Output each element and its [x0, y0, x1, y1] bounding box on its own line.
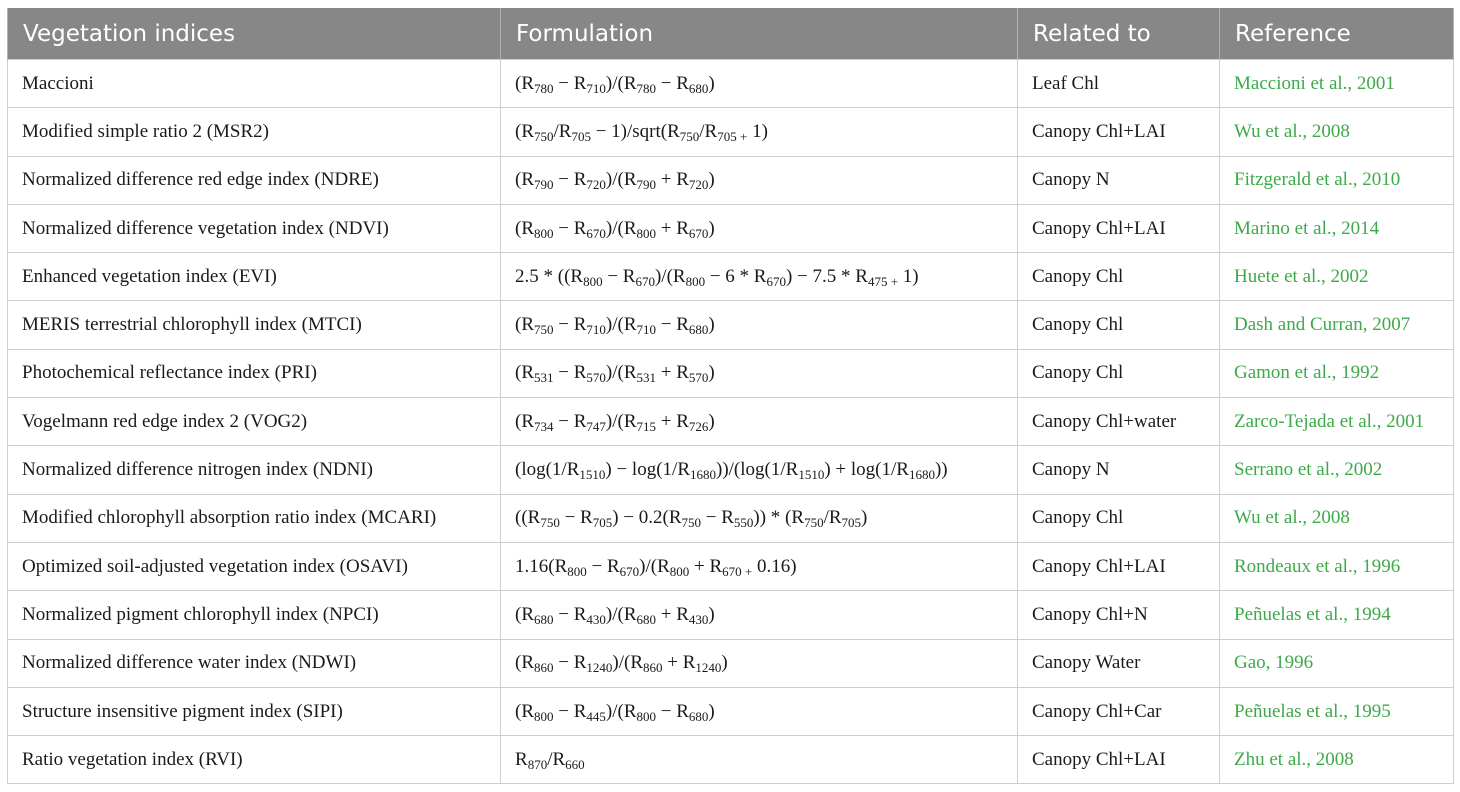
formula-text: ) [721, 652, 728, 674]
related-to-cell: Canopy N [1018, 156, 1220, 204]
formula-text: 0.16) [752, 555, 797, 577]
related-to-cell: Canopy Chl+N [1018, 591, 1220, 639]
formula-text: ) − 7.5 * R [785, 265, 868, 287]
formula-text: ))/(log(1/R [716, 459, 799, 481]
formula-subscript: 430 [586, 611, 606, 627]
formula-subscript: 705 [571, 128, 591, 144]
related-to-cell: Canopy Water [1018, 639, 1220, 687]
related-to-cell: Canopy Chl [1018, 349, 1220, 397]
formula-text: /R [823, 507, 842, 529]
reference-link[interactable]: Wu et al., 2008 [1220, 108, 1454, 156]
table-row [8, 736, 1454, 784]
formula-subscript: 800 [534, 225, 554, 241]
related-to-cell: Canopy Chl+LAI [1018, 204, 1220, 252]
formula-text: (R [515, 217, 534, 239]
formula-subscript: 780 [636, 80, 656, 96]
formula-text: )/(R [605, 603, 637, 625]
formula-subscript: 670 [635, 273, 655, 289]
formula-text: ) [708, 362, 715, 384]
formula-subscript: 430 [688, 611, 709, 627]
formula-text: )) * (R [753, 507, 805, 529]
table-row [8, 591, 1454, 639]
formulation-cell [501, 60, 1018, 108]
table-row [8, 687, 1454, 735]
formula-text: ) [708, 410, 715, 432]
formula-subscript: 780 [534, 80, 554, 96]
formula-text: (R [515, 700, 534, 722]
table-row [8, 60, 1454, 108]
table-row [8, 349, 1454, 397]
formula-subscript: 726 [688, 418, 709, 434]
formula-subscript: 860 [534, 660, 554, 676]
formula-text: /R [547, 748, 566, 770]
formula-subscript: 860 [643, 660, 663, 676]
formula-text: /R [553, 120, 572, 142]
formula-subscript: 800 [636, 708, 656, 724]
formula-text: )/(R [605, 700, 637, 722]
formula-text: 1.16(R [515, 555, 568, 577]
formula-subscript: 720 [688, 177, 709, 193]
formula-subscript: 710 [636, 322, 656, 338]
formula-text: )/(R [605, 314, 637, 336]
formula-text: 1) [747, 120, 768, 142]
table-row [8, 156, 1454, 204]
formula-subscript: 750 [540, 515, 560, 531]
formulation-cell [501, 687, 1018, 735]
reference-link[interactable]: Fitzgerald et al., 2010 [1220, 156, 1454, 204]
reference-link[interactable]: Maccioni et al., 2001 [1220, 60, 1454, 108]
formulation-cell [501, 446, 1018, 494]
formula-subscript: 800 [534, 708, 554, 724]
formula-subscript: 710 [586, 322, 606, 338]
formulation-cell [501, 542, 1018, 590]
formula-text: (log(1/R [515, 459, 580, 481]
formula-subscript: 445 [586, 708, 606, 724]
related-to-cell: Canopy N [1018, 446, 1220, 494]
reference-link[interactable]: Zhu et al., 2008 [1220, 736, 1454, 784]
formula-text: ) [708, 217, 715, 239]
formulation-cell [501, 591, 1018, 639]
formula-text: − R [701, 507, 734, 529]
formula-text: ) [708, 72, 715, 94]
formula-subscript: 750 [681, 515, 702, 531]
index-name-cell: Vogelmann red edge index 2 (VOG2) [8, 398, 501, 446]
formula-text: − R [656, 314, 689, 336]
formula-text: ) [708, 700, 715, 722]
formula-subscript: 800 [567, 563, 587, 579]
related-to-cell: Canopy Chl [1018, 494, 1220, 542]
reference-link[interactable]: Peñuelas et al., 1994 [1220, 591, 1454, 639]
formula-text: )/(R [639, 555, 670, 577]
formula-text: 1) [898, 265, 919, 287]
formula-subscript: 870 [527, 756, 548, 772]
formula-text: + R [689, 555, 723, 577]
header-formulation: Formulation [501, 8, 1018, 60]
formulation-cell [501, 639, 1018, 687]
table-row [8, 301, 1454, 349]
table-row [8, 108, 1454, 156]
reference-link[interactable]: Gamon et al., 1992 [1220, 349, 1454, 397]
formula-subscript: 660 [565, 756, 585, 772]
formulation-cell [501, 398, 1018, 446]
reference-link[interactable]: Marino et al., 2014 [1220, 204, 1454, 252]
formula-text: ) [708, 603, 715, 625]
formula-text: )/(R [605, 362, 637, 384]
formula-text: − R [586, 555, 620, 577]
related-to-cell: Canopy Chl+Car [1018, 687, 1220, 735]
formula-subscript: 680 [688, 708, 709, 724]
formula-subscript: 750 [804, 515, 824, 531]
formulation-cell [501, 156, 1018, 204]
formula-subscript: 680 [636, 611, 656, 627]
formula-text: /R [699, 120, 718, 142]
formula-text: ) − 0.2(R [612, 507, 682, 529]
reference-link[interactable]: Gao, 1996 [1220, 639, 1454, 687]
reference-link[interactable]: Serrano et al., 2002 [1220, 446, 1454, 494]
header-related-to: Related to [1018, 8, 1220, 60]
formula-text: )) [934, 459, 948, 481]
header-reference: Reference [1220, 8, 1454, 60]
reference-link[interactable]: Zarco-Tejada et al., 2001 [1220, 398, 1454, 446]
formula-text: (R [515, 603, 534, 625]
related-to-cell: Canopy Chl+water [1018, 398, 1220, 446]
formula-subscript: 800 [636, 225, 656, 241]
formula-text: + R [656, 410, 689, 432]
formula-text: ) [861, 507, 868, 529]
index-name-cell: Normalized difference vegetation index (NDVI) [8, 204, 501, 252]
index-name-cell: Normalized difference red edge index (NDRE) [8, 156, 501, 204]
index-name-cell: Maccioni [8, 60, 501, 108]
index-name-cell: Modified simple ratio 2 (MSR2) [8, 108, 501, 156]
formula-subscript: 1510 [798, 467, 825, 483]
formula-text: (R [515, 362, 534, 384]
formula-text: − 1)/sqrt(R [590, 120, 680, 142]
related-to-cell: Leaf Chl [1018, 60, 1220, 108]
formula-subscript: 570 [688, 370, 709, 386]
formula-text: − R [602, 265, 636, 287]
formula-text: − R [553, 652, 587, 674]
reference-link[interactable]: Rondeaux et al., 1996 [1220, 542, 1454, 590]
formula-subscript: 750 [534, 322, 554, 338]
formula-subscript: 1240 [586, 660, 613, 676]
formula-text: (R [515, 410, 534, 432]
formula-subscript: 705 + [717, 128, 748, 144]
formulation-cell [501, 301, 1018, 349]
formula-text: )/(R [654, 265, 686, 287]
formula-subscript: 1240 [695, 660, 722, 676]
index-name-cell: Optimized soil-adjusted vegetation index (OSAVI) [8, 542, 501, 590]
formula-text: + R [656, 603, 689, 625]
formula-text: − R [656, 700, 689, 722]
formula-text: − R [553, 72, 587, 94]
formula-text: + R [656, 217, 689, 239]
formula-subscript: 680 [688, 322, 709, 338]
formula-text: − R [656, 72, 689, 94]
formula-text: − 6 * R [705, 265, 767, 287]
formula-text: − R [553, 217, 587, 239]
formula-subscript: 747 [586, 418, 606, 434]
table-row [8, 204, 1454, 252]
formula-text: − R [553, 410, 587, 432]
formula-subscript: 715 [636, 418, 656, 434]
index-name-cell: Ratio vegetation index (RVI) [8, 736, 501, 784]
formula-subscript: 790 [636, 177, 656, 193]
related-to-cell: Canopy Chl [1018, 301, 1220, 349]
formula-text: − R [553, 362, 587, 384]
formula-subscript: 720 [586, 177, 606, 193]
formulation-cell [501, 108, 1018, 156]
formula-subscript: 705 [841, 515, 862, 531]
table-row [8, 639, 1454, 687]
index-name-cell: MERIS terrestrial chlorophyll index (MTCI) [8, 301, 501, 349]
related-to-cell: Canopy Chl+LAI [1018, 736, 1220, 784]
formulation-cell [501, 253, 1018, 301]
formula-text: )/(R [605, 169, 637, 191]
reference-link[interactable]: Huete et al., 2002 [1220, 253, 1454, 301]
table-row [8, 253, 1454, 301]
index-name-cell: Normalized difference nitrogen index (NDNI) [8, 446, 501, 494]
table-row [8, 542, 1454, 590]
formula-text: (R [515, 72, 534, 94]
formula-subscript: 680 [534, 611, 554, 627]
formula-text: + R [662, 652, 696, 674]
table-row [8, 398, 1454, 446]
formula-text: )/(R [605, 72, 637, 94]
formula-subscript: 550 [733, 515, 754, 531]
table-body [8, 60, 1454, 784]
formula-text: (R [515, 120, 534, 142]
formula-text: (R [515, 652, 534, 674]
formula-subscript: 710 [586, 80, 606, 96]
reference-link[interactable]: Dash and Curran, 2007 [1220, 301, 1454, 349]
formula-subscript: 670 [688, 225, 709, 241]
formula-subscript: 570 [586, 370, 606, 386]
table-header [8, 8, 1454, 60]
formula-subscript: 670 [586, 225, 606, 241]
formulation-cell [501, 349, 1018, 397]
formula-subscript: 531 [534, 370, 554, 386]
formula-text: − R [553, 314, 587, 336]
formula-text: + R [656, 169, 689, 191]
header-row [8, 8, 1454, 60]
formula-subscript: 531 [636, 370, 656, 386]
formula-subscript: 750 [679, 128, 700, 144]
related-to-cell: Canopy Chl+LAI [1018, 542, 1220, 590]
index-name-cell: Modified chlorophyll absorption ratio index (MCARI) [8, 494, 501, 542]
vegetation-indices-table-container [7, 8, 1453, 784]
formulation-cell [501, 736, 1018, 784]
formula-text: − R [553, 169, 587, 191]
formulation-cell [501, 494, 1018, 542]
index-name-cell: Structure insensitive pigment index (SIPI) [8, 687, 501, 735]
formula-text: )/(R [605, 217, 637, 239]
formula-text: 2.5 * ((R [515, 265, 584, 287]
header-vegetation-indices: Vegetation indices [8, 8, 501, 60]
formula-text: ) + log(1/R [824, 459, 909, 481]
formula-subscript: 1510 [579, 467, 606, 483]
formula-text: R [515, 748, 528, 770]
reference-link[interactable]: Wu et al., 2008 [1220, 494, 1454, 542]
table-row [8, 494, 1454, 542]
formulation-cell [501, 204, 1018, 252]
index-name-cell: Normalized difference water index (NDWI) [8, 639, 501, 687]
formula-text: )/(R [605, 410, 637, 432]
formula-subscript: 800 [583, 273, 603, 289]
related-to-cell: Canopy Chl+LAI [1018, 108, 1220, 156]
formula-text: − R [553, 700, 587, 722]
formula-subscript: 680 [688, 80, 709, 96]
formula-text: ((R [515, 507, 541, 529]
related-to-cell: Canopy Chl [1018, 253, 1220, 301]
formula-subscript: 800 [685, 273, 706, 289]
formula-text: )/(R [612, 652, 643, 674]
formula-subscript: 1680 [690, 467, 716, 483]
reference-link[interactable]: Peñuelas et al., 1995 [1220, 687, 1454, 735]
formula-subscript: 670 + [722, 563, 753, 579]
vegetation-indices-table [7, 8, 1454, 784]
formula-text: ) [708, 314, 715, 336]
formula-text: − R [559, 507, 593, 529]
formula-subscript: 800 [669, 563, 690, 579]
formula-subscript: 670 [619, 563, 640, 579]
formula-text: (R [515, 314, 534, 336]
index-name-cell: Normalized pigment chlorophyll index (NPCI) [8, 591, 501, 639]
index-name-cell: Photochemical reflectance index (PRI) [8, 349, 501, 397]
formula-subscript: 1680 [908, 467, 935, 483]
formula-text: (R [515, 169, 534, 191]
formula-subscript: 475 + [867, 273, 899, 289]
index-name-cell: Enhanced vegetation index (EVI) [8, 253, 501, 301]
table-row [8, 446, 1454, 494]
formula-subscript: 790 [534, 177, 554, 193]
formula-subscript: 670 [766, 273, 786, 289]
formula-subscript: 734 [534, 418, 554, 434]
formula-text: ) [708, 169, 715, 191]
formula-text: + R [656, 362, 689, 384]
formula-subscript: 750 [534, 128, 554, 144]
formula-subscript: 705 [592, 515, 613, 531]
formula-text: − R [553, 603, 587, 625]
formula-text: ) − log(1/R [605, 459, 690, 481]
